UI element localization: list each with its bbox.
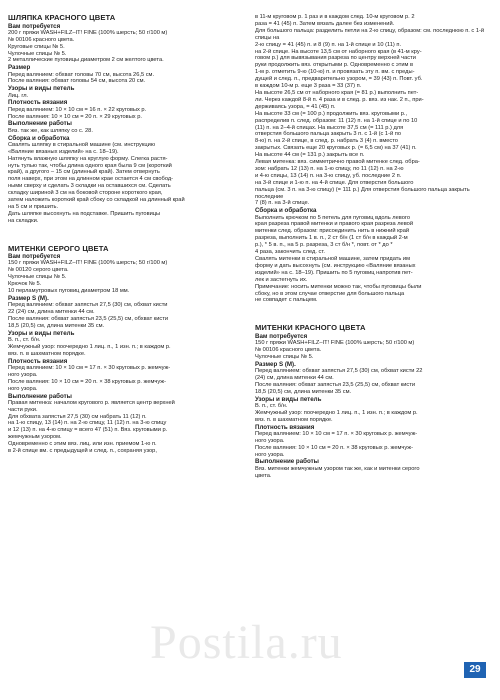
body-line: 2-ю спицу = 41 (45) п. и 8 (9) п. на 1-й спице и 10 (11) п. bbox=[255, 41, 402, 48]
body-line: затем наложить короткий край сбоку со складкой на длинный край bbox=[8, 197, 185, 204]
section-heading: Выполнение работы bbox=[255, 458, 319, 466]
body-line: После валяния: обхват запястья 23,5 (25,5) см, обхват кисти bbox=[255, 381, 416, 388]
body-line: закрытых. Связать еще 20 круговых р. (= 6,5 см) на 37 (41) п. bbox=[255, 145, 417, 152]
body-line: Круговые спицы № 5. bbox=[8, 43, 65, 50]
page-number: 29 bbox=[464, 662, 486, 678]
body-line: пальца (см. 3 п. на 3-ю спицу) (= 111 р.) Для отверстия большого пальца закрыть последние bbox=[255, 186, 470, 200]
body-line: 4 раза, закончить след. ст. bbox=[255, 249, 325, 256]
body-line: ного узора. bbox=[255, 437, 285, 444]
section-heading: Узоры и виды петель bbox=[255, 395, 322, 403]
section-title: МИТЕНКИ СЕРОГО ЦВЕТА bbox=[8, 243, 109, 253]
watermark: Postila.ru bbox=[150, 616, 343, 669]
body-line: зом: набрать 12 (13) п. на 1-ю спицу, по 11 (12) п. на 2-ю bbox=[255, 165, 404, 172]
body-line: Свалять митенки в стиральной машине, затем придать им bbox=[255, 256, 410, 263]
body-line: части руки. bbox=[8, 406, 38, 413]
section-heading: Выполнение работы bbox=[8, 392, 72, 400]
body-line: Для обхвата запястья 27,5 (30) см набрать 11 (12) п. bbox=[8, 413, 147, 420]
body-line: изделий» на с. 18–19). Пришить по 5 пуговиц напротив пет- bbox=[255, 269, 413, 276]
section-heading: Плотность вязания bbox=[255, 423, 315, 431]
section-heading: Плотность вязания bbox=[8, 357, 68, 365]
body-line: Чулочные спицы № 5. bbox=[8, 274, 67, 281]
body-line: После валяния: 10 × 10 см = 20 п. × 38 круговых р. жемчуж- bbox=[8, 378, 166, 385]
body-line: В. п., ст. б/н. bbox=[8, 337, 41, 344]
body-line: Для большого пальца: разделить петли на 2-ю спицу, образом: см. последнюю п. с 1-й спицы на bbox=[255, 27, 485, 41]
body-line: ными сверху и сделать 3 складки на оставшихся см. Сделать bbox=[8, 183, 171, 190]
body-line: в каждом 10-м р. еще 3 раза = 33 (37) п. bbox=[255, 83, 362, 90]
body-line: Перед валянием: 10 × 10 см = 17 п. × 30 круговых р. жемчуж- bbox=[8, 364, 171, 371]
body-line: № 00120 серого цвета. bbox=[8, 267, 69, 274]
body-line: в 2-й спице вм. с предыдущей и след. п., сохраняя узор, bbox=[8, 448, 157, 455]
body-line: Жемчужный узор: поочередно 1 лиц. п., 1 изн. п.; в каждом р. bbox=[8, 343, 171, 350]
section-heading: Вам потребуется bbox=[255, 332, 308, 340]
section-heading: Размер S (M). bbox=[255, 360, 296, 368]
body-line: края разреза правой митенки и правого края разреза левой bbox=[255, 221, 414, 228]
body-line: Левая митенка: вяз. симметрично правой митенке след. обра- bbox=[255, 159, 420, 166]
body-line: После валяния: обхват запястья 23,5 (25,5) см, обхват кисти bbox=[8, 316, 169, 322]
body-line: Крючок № 5. bbox=[8, 281, 42, 288]
body-line: разреза, выполнить 1 в. п., 2 ст б/н (1 ст б/н в каждый 2-м bbox=[255, 235, 408, 242]
body-line: раза = 41 (45) п. Затем вязать далее без изменений. bbox=[255, 20, 395, 27]
body-line: форму и дать высохнуть (см. инструкцию «Валяние вязаных bbox=[255, 262, 416, 269]
body-line: митенки след. образом: присоединить нить в нижний край bbox=[255, 228, 410, 235]
body-line: вяз. п. в шахматном порядке. bbox=[255, 416, 333, 423]
body-line: Перед валянием: обхват головы 70 см, высота 26,5 см. bbox=[8, 71, 155, 78]
body-line: Перед валянием: обхват запястья 27,5 (30) см, обхват кисти 22 bbox=[255, 368, 423, 375]
section-heading: Узоры и виды петель bbox=[8, 329, 75, 337]
section-heading: Плотность вязания bbox=[8, 99, 68, 107]
body-line: Вяз. так же, как шляпку со с. 28. bbox=[8, 127, 93, 134]
body-line: 22 (24) см, длина митенки 44 см. bbox=[8, 309, 95, 316]
body-line: Вяз. митенки жемчужным узором так же, как и митенки серого bbox=[255, 465, 420, 472]
body-line: ного узора. bbox=[255, 451, 285, 458]
body-line: жемчужным узором. bbox=[8, 434, 62, 441]
body-line: После валяния: 10 × 10 см = 20 п. × 29 круговых р. bbox=[8, 113, 142, 120]
body-line: и 4-ю спицы, 13 (14) п. на 3-ю спицу, уб. последние 2 п. bbox=[255, 172, 402, 179]
body-line: на 3-й спице и 1-ю п. на 4-й спице. Для отверстия большого bbox=[255, 179, 414, 186]
left-column bbox=[8, 14, 248, 455]
body-line: и 12 (13) п. на 4-ю спицу = всего 47 (51) п. Вяз. круговыми р. bbox=[8, 427, 168, 434]
body-line: распределив п. след. образом: 11 (12) п. на 1-й спице и по 10 bbox=[255, 117, 418, 124]
body-line: Выполнить крючком по 5 петель для пуговиц вдоль левого bbox=[255, 214, 411, 221]
body-line: 18,5 (20,5) см, длина митенки 35 см. bbox=[8, 322, 105, 329]
body-line: Перед валянием: обхват запястья 27,5 (30) см, обхват кисти bbox=[8, 302, 168, 309]
body-line: Чулочные спицы № 5. bbox=[8, 50, 67, 57]
body-line: На высоте 26,5 см от наборного края (= 81 р.) выполнить пет- bbox=[255, 89, 419, 96]
body-line: отверстия большого пальца закрыть 3 п. с 1-й (с 1-й по bbox=[255, 131, 401, 138]
section-title: ШЛЯПКА КРАСНОГО ЦВЕТА bbox=[8, 13, 116, 22]
body-line: В. п., ст. б/н. bbox=[255, 402, 288, 409]
body-line: в 11-м круговом р. 1 раз и в каждом след. 10-м круговом р. 2 bbox=[255, 14, 415, 20]
body-line: 150 г пряжи WASH+FILZ–IT! FINE (100% шерсть; 50 г/100 м) bbox=[255, 340, 415, 347]
body-line: на 5 см и пришить. bbox=[8, 203, 59, 210]
body-line: Перед валянием: 10 × 10 см = 17 п. × 30 круговых р. жемчуж- bbox=[255, 430, 418, 437]
body-line: (11) п. на 2–4-й спицах. На высоте 37,5 см (= 111 р.) для bbox=[255, 124, 404, 131]
body-line: ли. Через каждой 8-й п. 4 раза и в след. р. вяз. из нак. 2 п., при- bbox=[255, 96, 424, 103]
body-line: (24) см, длина митенки 44 см. bbox=[255, 374, 334, 381]
section-heading: Сборка и обработка bbox=[8, 134, 70, 142]
body-line: на 2-й спице. На высоте 13,5 см от наборного края (в 41-м кру- bbox=[255, 48, 422, 55]
body-line: 8-ю) п. на 2-й спице, в след. р. набрать 3 (4) п. вместо bbox=[255, 138, 398, 145]
right-column bbox=[255, 14, 495, 479]
body-line: Чулочные спицы № 5. bbox=[255, 353, 314, 360]
body-line: говом р.) для вывязывания разреза по центру верхней части bbox=[255, 55, 416, 62]
body-line: Правая митенка: началом кругового р. является центр верхней bbox=[8, 399, 175, 406]
body-line: Дать шляпке высохнуть на подставке. Пришить пуговицы bbox=[8, 210, 161, 217]
body-line: руки продолжить вяз. открытыми р. Одновременно с этим в bbox=[255, 62, 414, 69]
body-line: ного узора. bbox=[8, 385, 38, 392]
body-line: держиваясь узора, = 41 (45) п. bbox=[255, 103, 336, 110]
body-line: Одновременно с этим вяз. лиц. или изн. приемом 1-ю п. bbox=[8, 441, 157, 448]
body-line: 10 перламутровых пуговиц диаметром 18 мм. bbox=[8, 288, 130, 295]
body-line: № 00106 красного цвета. bbox=[8, 36, 75, 43]
body-line: не совпадет с пальцем. bbox=[255, 297, 318, 304]
body-line: Лиц. гл. bbox=[8, 92, 29, 99]
body-line: Свалять шляпку в стиральной машине (см. инструкцию bbox=[8, 141, 156, 148]
section-title: МИТЕНКИ КРАСНОГО ЦВЕТА bbox=[255, 323, 366, 333]
section-heading: Сборка и обработка bbox=[255, 207, 317, 215]
body-line: Перед валянием: 10 × 10 см = 16 п. × 22 круговых р. bbox=[8, 106, 147, 113]
body-line: На высоте 44 см (= 131 р.) закрыть все п. bbox=[255, 152, 365, 159]
body-line: № 00106 красного цвета. bbox=[255, 347, 322, 354]
body-line: складку шириной 3 см на боковой стороне короткого края, bbox=[8, 190, 163, 197]
body-line: 2 металлические пуговицы диаметром 2 см желтого цвета. bbox=[8, 57, 164, 64]
body-line: вяз. п. в шахматном порядке. bbox=[8, 350, 86, 357]
body-line: 150 г пряжи WASH+FILZ–IT! FINE (100% шерсть; 50 г/100 м) bbox=[8, 260, 168, 267]
section-heading: Выполнение работы bbox=[8, 120, 72, 128]
section-heading: Вам потребуется bbox=[8, 253, 61, 261]
body-line: После валяния: 10 × 10 см = 20 п. × 38 круговых р. жемчуж- bbox=[255, 444, 413, 451]
body-line: 1-м р. отметить 9-ю (10-ю) п. и провязать эту п. вм. с преды- bbox=[255, 69, 415, 76]
body-line: нуть тулью так, чтобы длина одного края была 9 см (короткий bbox=[8, 162, 172, 169]
body-line: лек и застегнуть их. bbox=[255, 276, 308, 283]
body-line: край), а другого – 15 см (длинный край). Затем отвернуть bbox=[8, 169, 160, 176]
body-line: Примечание: носить митенки можно так, чтобы пуговицы были bbox=[255, 283, 422, 290]
body-line: на 1-ю спицу, 13 (14) п. на 2-ю спицу, 11 (12) п. на 3-ю спицу bbox=[8, 420, 167, 427]
section-heading: Вам потребуется bbox=[8, 22, 61, 30]
section-heading: Узоры и виды петель bbox=[8, 85, 75, 93]
body-line: 18,5 (20,5) см, длина митенки 35 см. bbox=[255, 388, 352, 395]
body-line: 200 г пряжи WASH+FILZ–IT! FINE (100% шерсть; 50 г/100 м) bbox=[8, 29, 168, 36]
body-line: цвета. bbox=[255, 472, 272, 479]
body-line: «Валяние вязаных изделий» на с. 18–19). bbox=[8, 148, 119, 155]
body-line: ного узора. bbox=[8, 371, 38, 378]
body-line: Жемчужный узор: поочередно 1 лиц. п., 1 изн. п.; в каждом р. bbox=[255, 409, 418, 416]
body-line: На высоте 33 см (= 100 р.) продолжить вяз. круговыми р., bbox=[255, 110, 408, 117]
body-line: 7 (8) п. на 3-й спице. bbox=[255, 200, 310, 207]
body-line: сбоку, но в этом случае отверстие для большого пальца bbox=[255, 290, 405, 297]
body-line: р.), * 5 в. п., на 5 р. разреза, 3 ст б/н *, повт. от * до * bbox=[255, 242, 393, 249]
body-line: После валяния: обхват головы 54 см, высота 20 см. bbox=[8, 78, 146, 85]
body-line: поля наверх, при этом на длинном крае остается 4 см свобод- bbox=[8, 176, 174, 183]
body-line: Натянуть влажную шляпку на круглую форму. Слегка растя- bbox=[8, 155, 168, 162]
section-heading: Размер bbox=[8, 64, 31, 72]
body-line: на складки. bbox=[8, 217, 39, 224]
body-line: дущей и след. п., предварительно узором, = 39 (43) п. Повт. уб. bbox=[255, 76, 423, 83]
section-heading: Размер S (M). bbox=[8, 294, 49, 302]
